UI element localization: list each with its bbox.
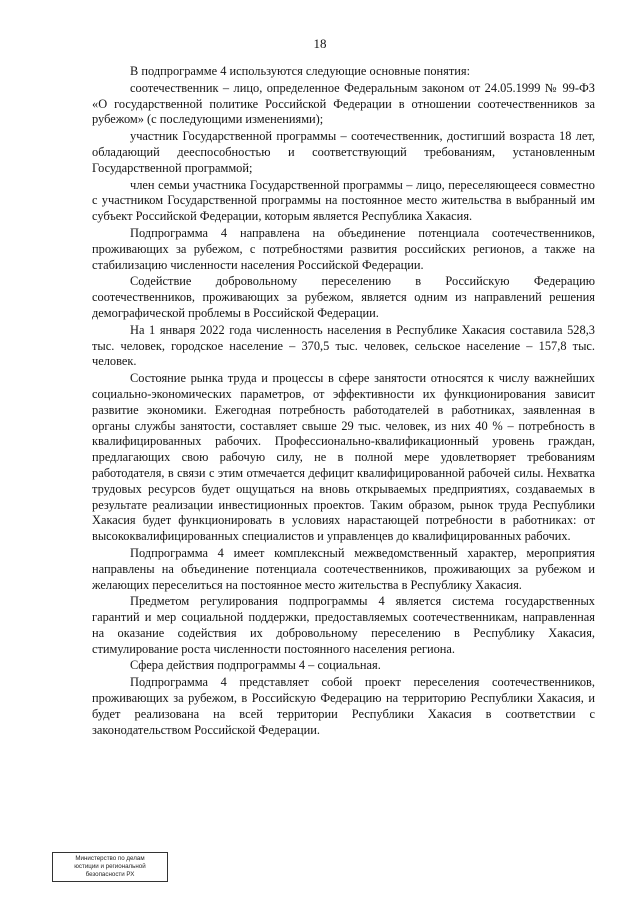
paragraph-interagency-character: Подпрограмма 4 имеет комплексный межведомственный характер, мероприятия направлены на объединение потенциала соотечественников, проживающих за рубежом и желающих переселиться на постоянное место жительства в Республику Хакасия. — [92, 545, 595, 592]
paragraph-regulation-subject: Предметом регулирования подпрограммы 4 является система государственных гарантий и мер социальной поддержки, предоставляемых соотечественникам, направленная на оказание содействия их добровольному переселению в Республику Хакасия, стимулирование роста численности постоянного населения региона. — [92, 594, 595, 656]
paragraph-labor-market: Состояние рынка труда и процессы в сфере занятости относятся к числу важнейших социально-экономических параметров, от эффективности их функционирования зависит развитие экономики. Ежегодная потребность работодателей в работниках, заявленная в органы службы занятости, составляет свыше 29 тыс. человек, из них 40 % – потребность в квалифицированных рабочих. Профессионально-квалификационный уровень граждан, предлагающих свою рабочую силу, не в полной мере удовлетворяет требованиям работодателя, в связи с этим отмечается дефицит квалифицированной рабочей силы. Нехватка трудовых ресурсов будет ощущаться на вновь открываемых предприятиях, создаваемых в результате реализации инвестиционных проектов. Таким образом, рынок труда Республики Хакасия будет функционировать в условиях нарастающей потребности в работниках: от высококвалифицированных специалистов и управленцев до квалифицированных рабочих. — [92, 371, 595, 544]
paragraph-compatriot-definition: соотечественник – лицо, определенное Федеральным законом от 24.05.1999 № 99-ФЗ «О государственной политике Российской Федерации в отношении соотечественников за рубежом» (с последующими изменениями); — [92, 80, 595, 127]
paragraph-project-description: Подпрограмма 4 представляет собой проект переселения соотечественников, проживающих за рубежом, в Российскую Федерацию на территорию Республики Хакасия, и будет реализована на всей территории Республики Хакасия в соответствии с законодательством Российской Федерации. — [92, 675, 595, 737]
paragraph-subprogram-aim: Подпрограмма 4 направлена на объединение потенциала соотечественников, проживающих за рубежом, с потребностями развития российских регионов, а также на стабилизацию численности населения Российской Федерации. — [92, 225, 595, 272]
stamp-line: юстиции и региональной — [74, 863, 146, 870]
paragraph-concepts-intro: В подпрограмме 4 используются следующие основные понятия: — [130, 64, 471, 78]
body-text — [92, 64, 595, 739]
paragraph-resettlement-assistance: Содействие добровольному переселению в Российскую Федерацию соотечественников, проживающих за рубежом, является одним из направлений решения демографической проблемы в Российской Федерации. — [92, 274, 595, 320]
stamp-line: безопасности РХ — [85, 871, 135, 878]
paragraph-participant-definition: участник Государственной программы – соотечественник, достигший возраста 18 лет, обладающий дееспособностью и соответствующий требованиям, установленным Государственной программой; — [92, 129, 595, 175]
ministry-stamp — [52, 852, 168, 882]
page-number: 18 — [313, 36, 327, 51]
paragraph-population-stats: На 1 января 2022 года численность населения в Республике Хакасия составила 528,3 тыс. человек, городское население – 370,5 тыс. человек, сельское население – 157,8 тыс. человек. — [92, 322, 595, 369]
paragraph-family-member-definition: член семьи участника Государственной программы – лицо, переселяющееся совместно с участником Государственной программы на постоянное место жительства в выбранный им субъект Российской Федерации, которым является Республика Хакасия. — [92, 177, 595, 224]
paragraph-scope: Сфера действия подпрограммы 4 – социальная. — [130, 658, 381, 673]
stamp-line: Министерство по делам — [75, 855, 145, 862]
